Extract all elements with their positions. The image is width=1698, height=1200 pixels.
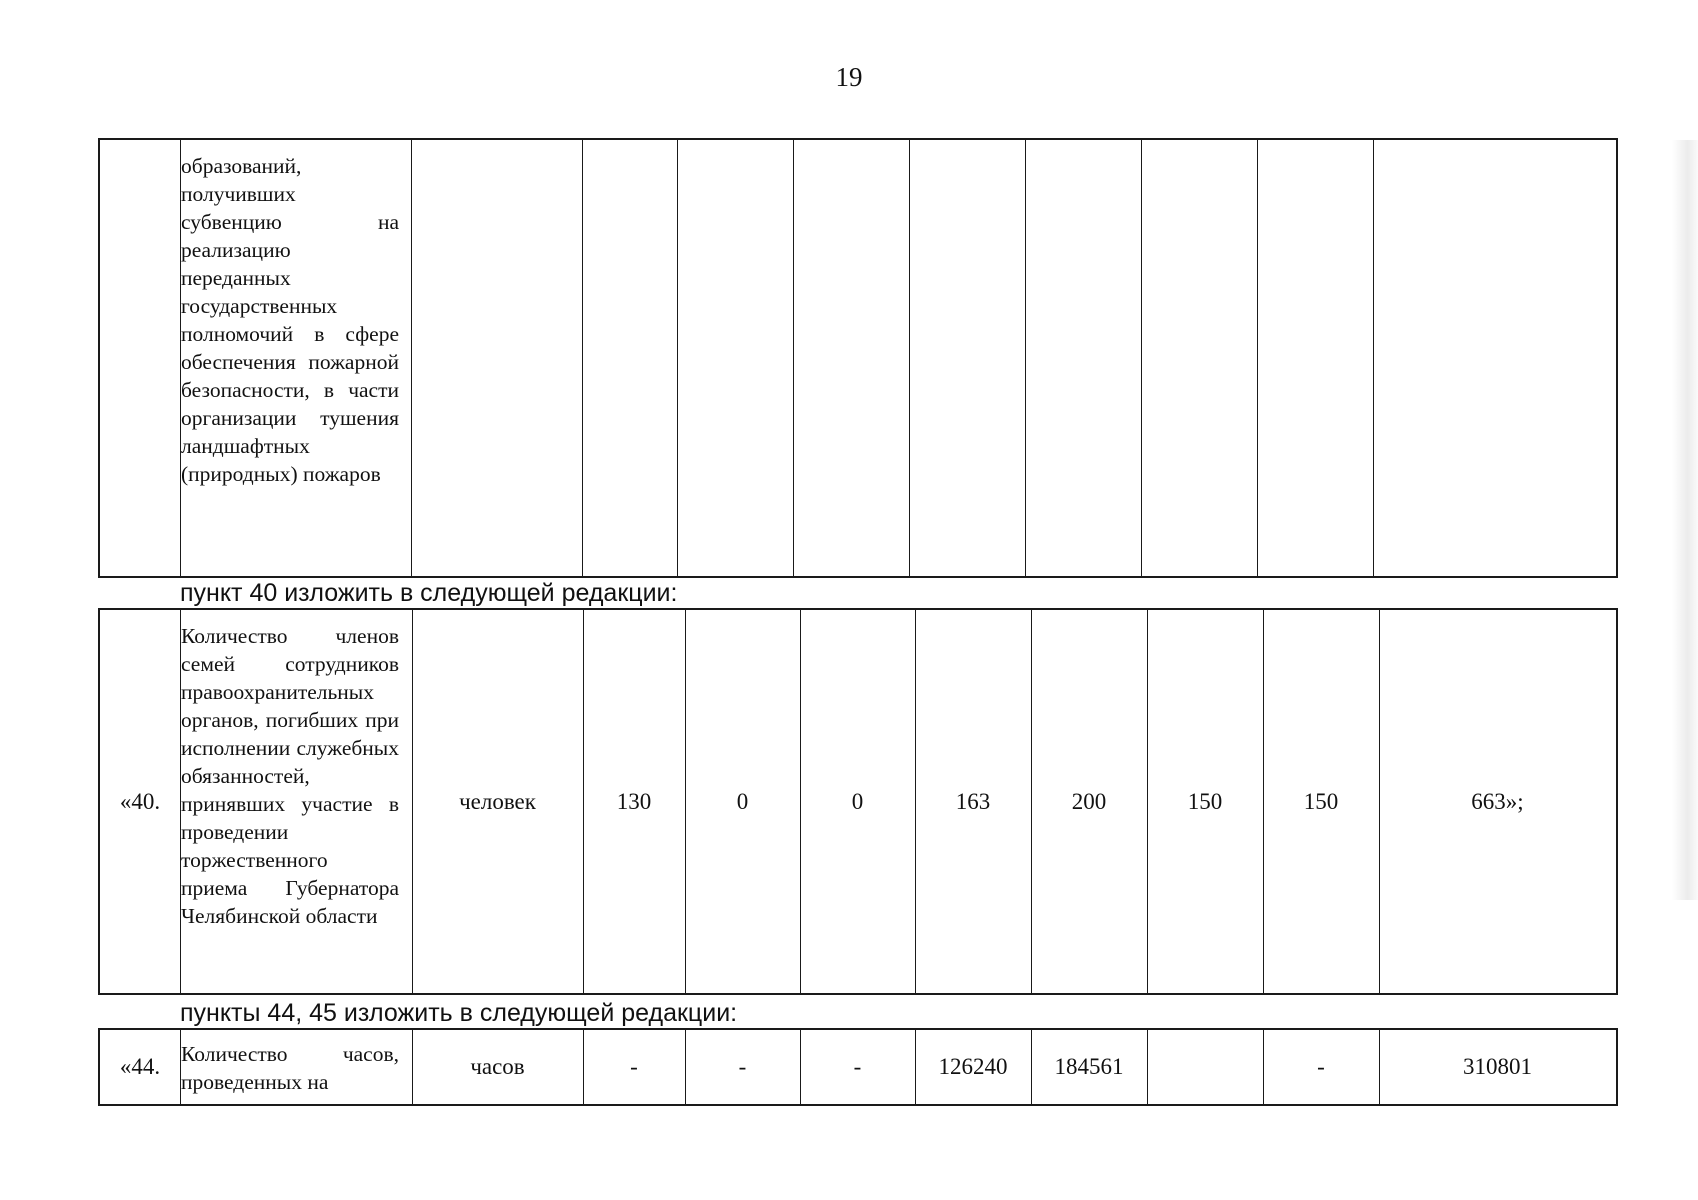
- page-number: 19: [835, 62, 863, 92]
- row-44-value-1: -: [630, 1054, 638, 1079]
- continuation-description: образований, получивших субвенцию на реализацию переданных государственных полномочий в сфере обеспечения пожарной безопасности, в части организации тушения ландшафтных (природных) пожаров: [181, 154, 399, 486]
- row-40-description: Количество членов семей сотрудников правоохранительных органов, погибших при исполнении служебных обязанностей, принявших участие в проведении торжественного приема Губернатора Челябинской области: [181, 624, 399, 928]
- row-40-value-3: 0: [851, 788, 864, 814]
- row-44-value-6: [1147, 1030, 1263, 1104]
- row-40-value-7: 150: [1303, 788, 1339, 814]
- row-40-total: 663»;: [1471, 788, 1524, 814]
- row-44-description: Количество часов, проведенных на: [181, 1042, 399, 1094]
- row-44-value-5: 184561: [1054, 1054, 1124, 1079]
- row-44-value-3: -: [853, 1054, 862, 1079]
- table-continuation: [98, 138, 1618, 578]
- row-40-value-5: 200: [1071, 788, 1107, 814]
- scan-edge-shadow: [1672, 140, 1698, 900]
- row-40-value-1: 130: [616, 788, 652, 814]
- row-44-number: «44.: [119, 1054, 161, 1079]
- row-44-value-7: -: [1317, 1054, 1325, 1079]
- row-40-value-6: 150: [1187, 788, 1223, 814]
- row-44-unit: часов: [470, 1054, 525, 1079]
- table-row-44: [98, 1028, 1618, 1106]
- instruction-40: пункт 40 изложить в следующей редакции:: [180, 579, 678, 607]
- row-40-value-2: 0: [736, 788, 749, 814]
- row-44-value-4: 126240: [938, 1054, 1008, 1079]
- row-44-total: 310801: [1463, 1054, 1532, 1079]
- table-row-40: [98, 608, 1618, 995]
- row-40-number: «40.: [119, 788, 161, 814]
- instruction-44-45: пункты 44, 45 изложить в следующей редакции:: [180, 999, 738, 1027]
- row-40-value-4: 163: [955, 788, 991, 814]
- row-44-value-2: -: [738, 1054, 747, 1079]
- row-40-unit: человек: [459, 788, 536, 814]
